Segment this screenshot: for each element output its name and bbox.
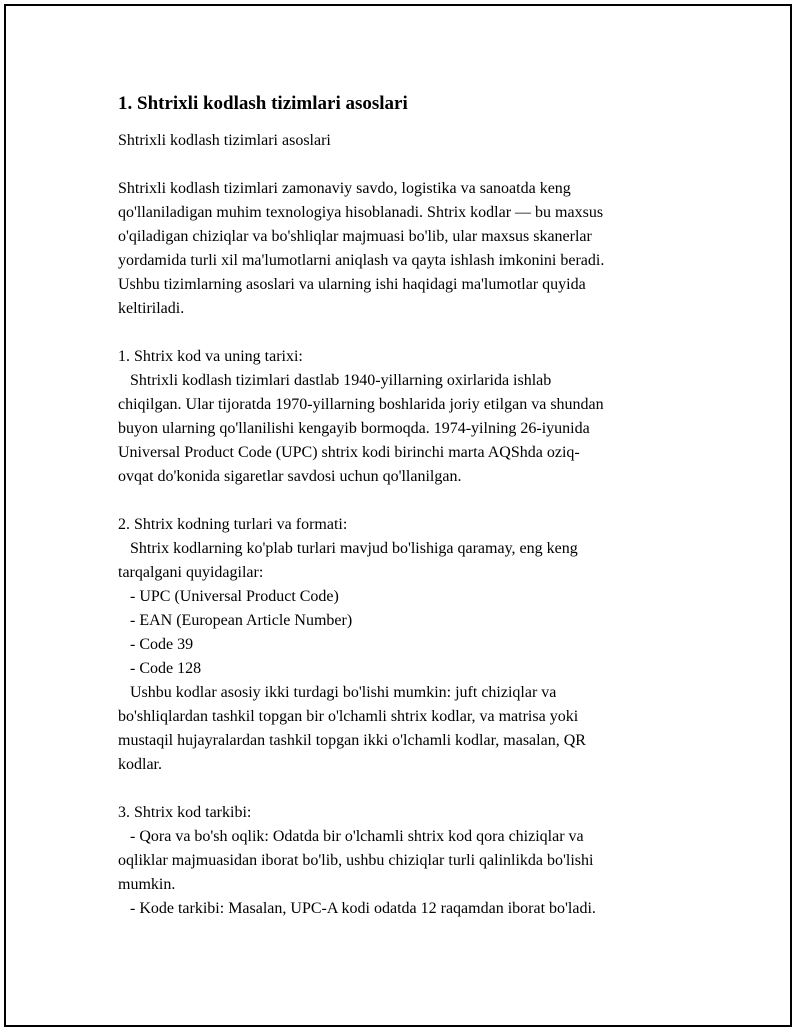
- section-2-line: Shtrix kodlarning ko'plab turlari mavjud bo'lishiga qaramay, eng keng: [118, 540, 578, 557]
- section-1-line: Universal Product Code (UPC) shtrix kodi birinchi marta AQShda oziq-: [118, 444, 580, 461]
- section-2-list-item: - Code 128: [118, 660, 202, 677]
- intro-line: keltiriladi.: [118, 300, 185, 317]
- section-3-line: oqliklar majmuasidan iborat bo'lib, ushbu chiziqlar turli qalinlikda bo'lishi: [118, 852, 594, 869]
- section-2-line: bo'shliqlardan tashkil topgan bir o'lchamli shtrix kodlar, va matrisa yoki: [118, 708, 579, 725]
- section-1-line: buyon ularning qo'llanilishi kengayib bormoqda. 1974-yilning 26-iyunida: [118, 420, 590, 437]
- intro-line: yordamida turli xil ma'lumotlarni aniqlash va qayta ishlash imkonini beradi.: [118, 252, 605, 269]
- section-3-heading: 3. Shtrix kod tarkibi:: [118, 804, 252, 821]
- subtitle-line: Shtrixli kodlash tizimlari asoslari: [118, 132, 331, 149]
- section-2-list-item: - EAN (European Article Number): [118, 612, 353, 629]
- section-1-line: Shtrixli kodlash tizimlari dastlab 1940-yillarning oxirlarida ishlab: [118, 372, 552, 389]
- section-2-line: Ushbu kodlar asosiy ikki turdagi bo'lishi mumkin: juft chiziqlar va: [118, 684, 557, 701]
- section-1: [118, 345, 688, 489]
- document-body: [118, 92, 688, 945]
- intro-line: Shtrixli kodlash tizimlari zamonaviy savdo, logistika va sanoatda keng: [118, 180, 571, 197]
- section-2: [118, 513, 688, 777]
- section-1-heading: 1. Shtrix kod va uning tarixi:: [118, 348, 303, 365]
- intro-line: Ushbu tizimlarning asoslari va ularning ishi haqidagi ma'lumotlar quyida: [118, 276, 586, 293]
- document-subtitle: [118, 129, 688, 153]
- section-2-list-item: - Code 39: [118, 636, 194, 653]
- section-2-heading: 2. Shtrix kodning turlari va formati:: [118, 516, 348, 533]
- section-3-line: - Qora va bo'sh oqlik: Odatda bir o'lchamli shtrix kod qora chiziqlar va: [118, 828, 584, 845]
- section-1-line: ovqat do'konida sigaretlar savdosi uchun qo'llanilgan.: [118, 468, 462, 485]
- section-3: [118, 801, 688, 921]
- section-3-line: mumkin.: [118, 876, 176, 893]
- section-2-line: tarqalgani quyidagilar:: [118, 564, 264, 581]
- section-2-line: kodlar.: [118, 756, 162, 773]
- document-title: 1. Shtrixli kodlash tizimlari asoslari: [118, 93, 408, 114]
- intro-line: qo'llaniladigan muhim texnologiya hisoblanadi. Shtrix kodlar — bu maxsus: [118, 204, 604, 221]
- section-2-line: mustaqil hujayralardan tashkil topgan ikki o'lchamli kodlar, masalan, QR: [118, 732, 586, 749]
- section-2-list-item: - UPC (Universal Product Code): [118, 588, 339, 605]
- intro-paragraph: [118, 177, 688, 321]
- intro-line: o'qiladigan chiziqlar va bo'shliqlar majmuasi bo'lib, ular maxsus skanerlar: [118, 228, 592, 245]
- section-3-line: - Kode tarkibi: Masalan, UPC-A kodi odatda 12 raqamdan iborat bo'ladi.: [118, 900, 596, 917]
- section-1-line: chiqilgan. Ular tijoratda 1970-yillarning boshlarida joriy etilgan va shundan: [118, 396, 604, 413]
